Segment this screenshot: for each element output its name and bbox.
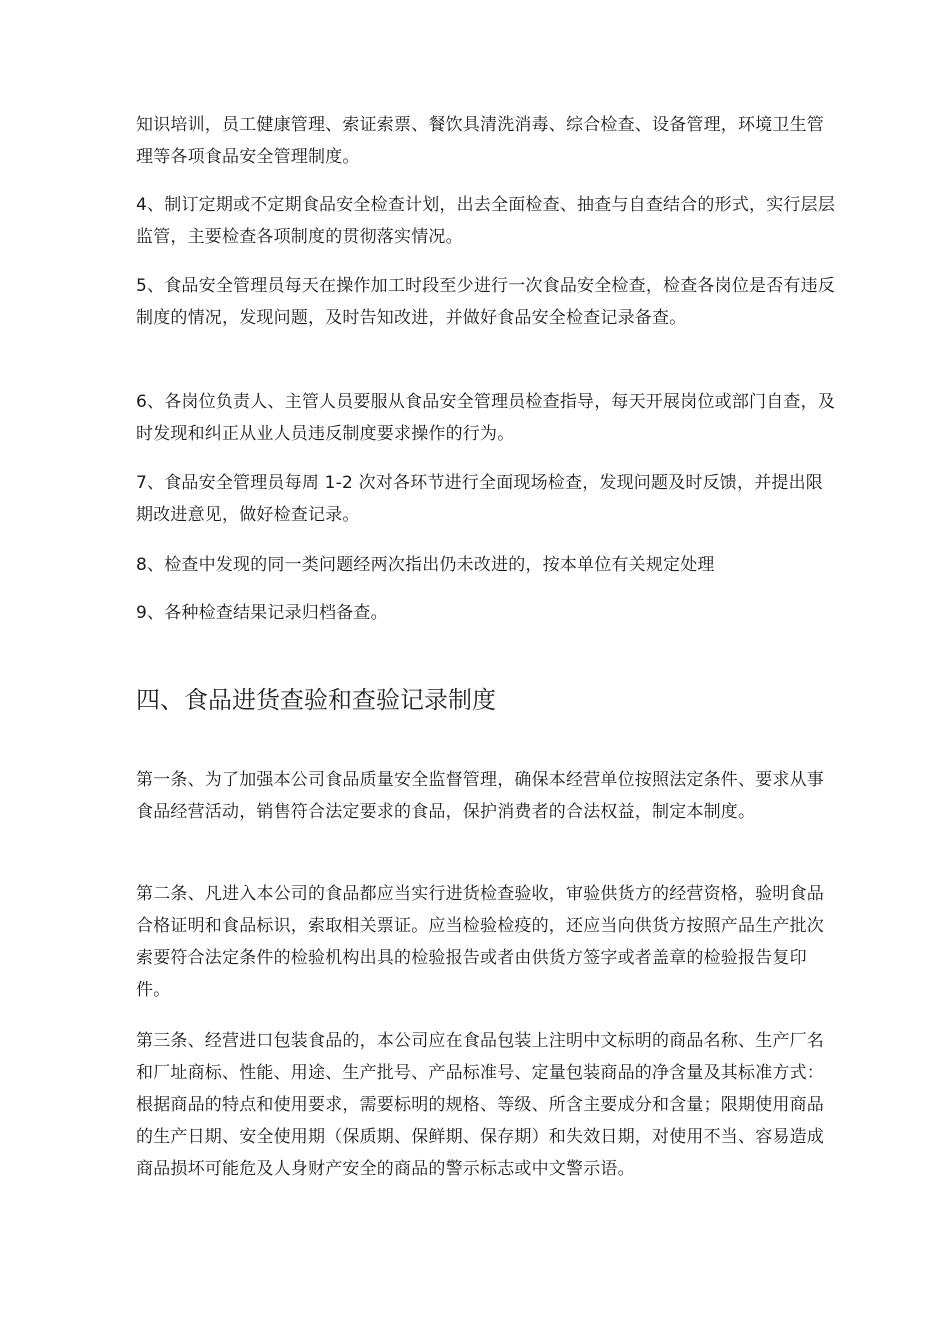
paragraph-item-6: 6、各岗位负责人、主管人员要服从食品安全管理员检查指导，每天开展岗位或部门自查，及时发现和纠正从业人员违反制度要求操作的行为。: [136, 392, 836, 444]
paragraph-item-7: 7、食品安全管理员每周 1-2 次对各环节进行全面现场检查，发现问题及时反馈，并提出限期改进意见，做好检查记录。: [136, 473, 823, 525]
paragraph-item-4: 4、制订定期或不定期食品安全检查计划，出去全面检查、抽查与自查结合的形式，实行层层监管，主要检查各项制度的贯彻落实情况。: [136, 195, 836, 247]
paragraph-article-2: 第二条、凡进入本公司的食品都应当实行进货检查验收，审验供货方的经营资格，验明食品合格证明和食品标识，索取相关票证。应当检验检疫的，还应当向供货方按照产品生产批次索要符合法定条件的检验机构出具的检验报告或者由供货方签字或者盖章的检验报告复印件。: [136, 884, 824, 1000]
section-four-title: 四、食品进货查验和查验记录制度: [136, 686, 496, 714]
paragraph-item-9: 9、各种检查结果记录归档备查。: [136, 603, 388, 623]
paragraph-article-1: 第一条、为了加强本公司食品质量安全监督管理，确保本经营单位按照法定条件、要求从事食品经营活动，销售符合法定要求的食品，保护消费者的合法权益，制定本制度。: [136, 770, 824, 822]
paragraph-item-8: 8、检查中发现的同一类问题经两次指出仍未改进的，按本单位有关规定处理: [136, 555, 715, 575]
paragraph-article-3: 第三条、经营进口包装食品的，本公司应在食品包装上注明中文标明的商品名称、生产厂名和厂址商标、性能、用途、生产批号、产品标准号、定量包装商品的净含量及其标准方式：根据商品的特点和使用要求，需要标明的规格、等级、所含主要成分和含量；限期使用商品的生产日期、安全使用期（保质期、保鲜期、保存期）和失效日期，对使用不当、容易造成商品损坏可能危及人身财产安全的商品的警示标志或中文警示语。: [136, 1031, 824, 1179]
paragraph-training: 知识培训，员工健康管理、索证索票、餐饮具清洗消毒、综合检查、设备管理，环境卫生管理等各项食品安全管理制度。: [136, 115, 824, 167]
paragraph-item-5: 5、食品安全管理员每天在操作加工时段至少进行一次食品安全检查，检查各岗位是否有违反制度的情况，发现问题，及时告知改进，并做好食品安全检查记录备查。: [136, 276, 836, 328]
